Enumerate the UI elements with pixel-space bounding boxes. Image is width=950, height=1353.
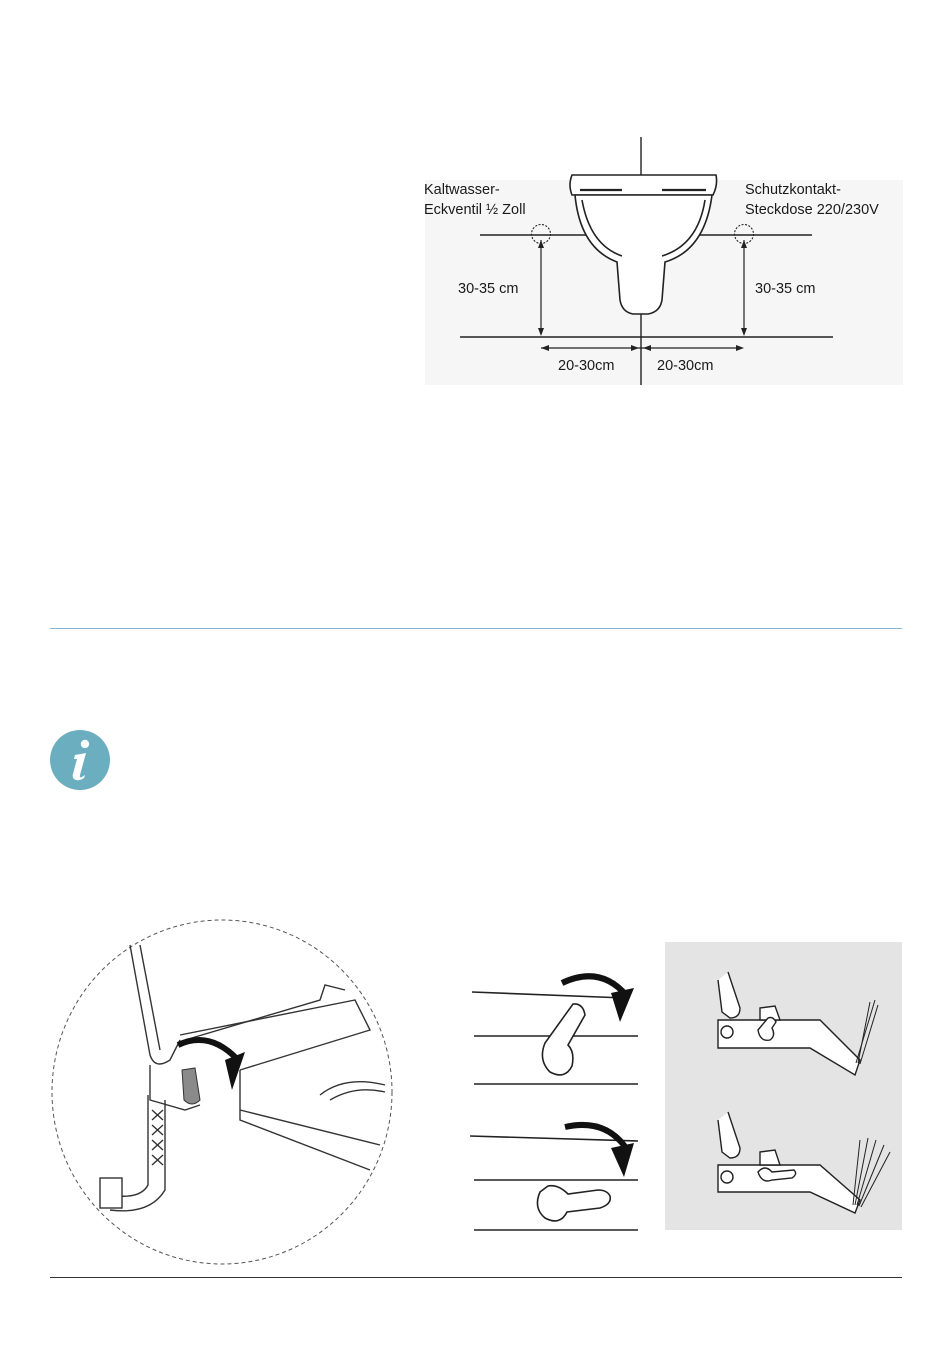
socket-label-line2: Steckdose 220/230V <box>745 202 879 218</box>
info-icon <box>49 729 111 791</box>
valve-label-line1: Kaltwasser- <box>424 182 500 198</box>
distance-left-label: 20-30cm <box>558 358 615 374</box>
height-left-label: 30-35 cm <box>458 281 519 297</box>
valve-closeup-illustration <box>0 900 420 1270</box>
valve-label-line2: Eckventil ½ Zoll <box>424 202 526 218</box>
footer-rule <box>50 1277 902 1278</box>
socket-label-line1: Schutzkontakt- <box>745 182 841 198</box>
section-divider <box>50 628 902 629</box>
distance-right-label: 20-30cm <box>657 358 714 374</box>
keyhole-position-diagrams <box>460 960 650 1240</box>
toilet-front-diagram <box>0 0 950 400</box>
height-right-label: 30-35 cm <box>755 281 816 297</box>
spray-result-panel <box>665 942 903 1232</box>
